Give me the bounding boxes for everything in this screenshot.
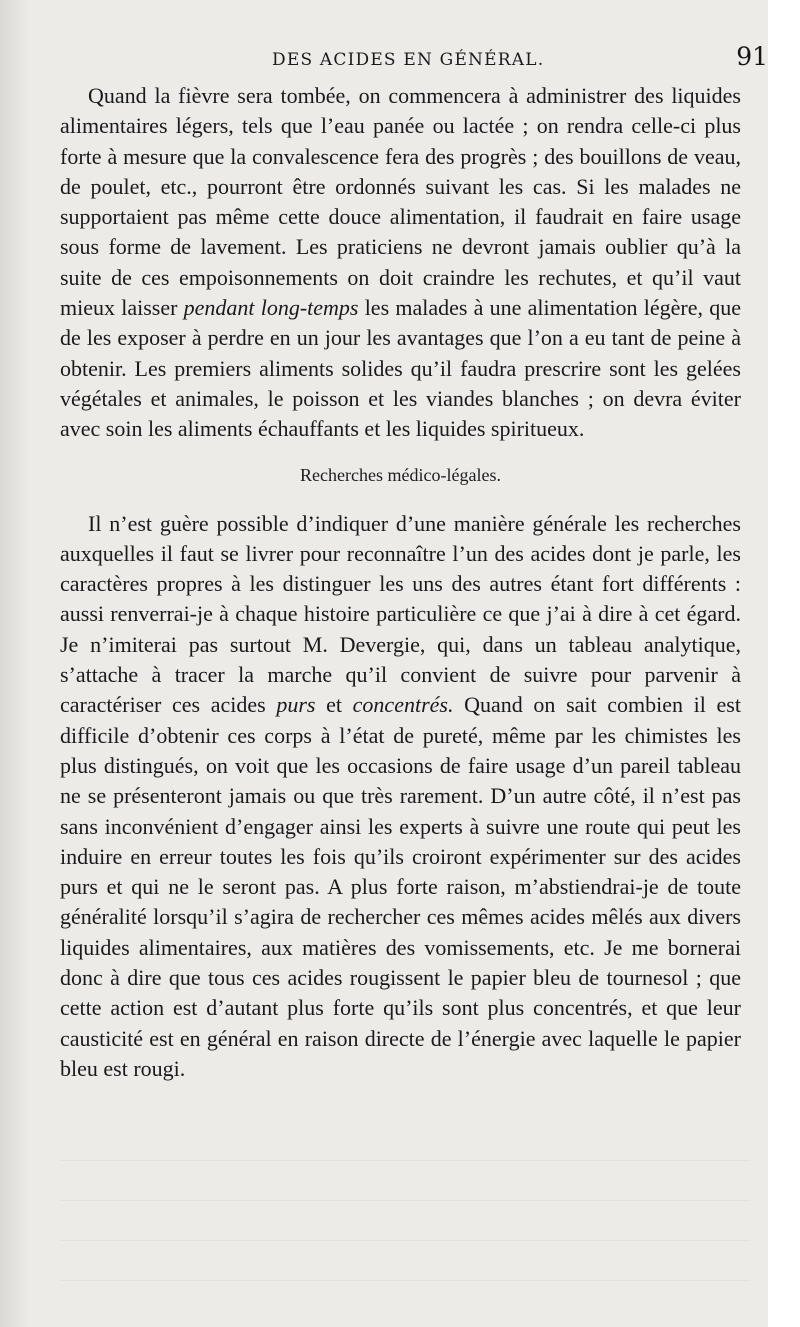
paragraph-text: les malades à une alimentation légère, que de les exposer à perdre en un jour les avantages que l’on a eu tant de peine à obtenir. Les premiers aliments solides qu’il faudra prescrire sont les gelées végétales et animales, le poisson et les viandes blanches ; on devra éviter avec soin les aliments échauffants et les liquides spiritueux. (60, 295, 741, 442)
paragraph-text: Quand on sait combien il est difficile d’obtenir ces corps à l’état de pureté, même par les chimistes les plus distingués, on voit que les occasions de faire usage d’un pareil tableau ne se présenteront jamais ou que très rarement. D’un autre côté, il n’est pas sans inconvénient d’engager ainsi les experts à suivre une route qui peut les induire en erreur toutes les fois qu’ils croiront expérimenter sur des acides purs et qui ne le seront pas. A plus forte raison, m’abstiendrai-je de toute généralité lorsqu’il s’agira de rechercher ces mêmes acides mêlés aux divers liquides alimentaires, aux matières des vomissements, etc. Je me bornerai donc à dire que tous ces acides rougissent le papier bleu de tournesol ; que cette action est d’autant plus forte qu’ils sont plus concentrés, et que leur causticité est en général en raison directe de l’énergie avec laquelle le papier bleu est rougi. (60, 692, 741, 1081)
paragraph-text: et (315, 692, 353, 718)
show-through-line (60, 1280, 750, 1281)
paragraph-text: Quand la fièvre sera tombée, on commencera à administrer des liquides alimentaires légers, tels que l’eau panée ou lactée ; on rendra celle-ci plus forte à mesure que la convalescence fera des progrès ; des bouillons de veau, de poulet, etc., pourront être ordonnés suivant les cas. Si les malades ne supportaient pas même cette douce alimentation, il faudrait en faire usage sous forme de lavement. Les praticiens ne devront jamais oublier qu’à la suite de ces empoisonnements on doit craindre les rechutes, et qu’il vaut mieux laisser (60, 83, 741, 321)
section-heading: Recherches médico-légales. (300, 464, 501, 485)
show-through-line (60, 1160, 750, 1161)
show-through-line (60, 1240, 750, 1241)
italic-phrase: pendant long-temps (183, 295, 359, 321)
italic-word: concentrés. (352, 692, 454, 718)
page-number: 91 (736, 42, 768, 71)
body-text (60, 81, 741, 1084)
running-header (60, 42, 768, 76)
paragraph-medico-legal (60, 509, 741, 1085)
gutter-shadow (0, 0, 30, 1327)
paragraph-treatment (60, 81, 741, 445)
italic-word: purs (276, 692, 316, 718)
running-title: DES ACIDES EN GÉNÉRAL. (272, 50, 545, 70)
show-through-line (60, 1200, 750, 1201)
page-edge (768, 0, 800, 1327)
paragraph-text: Il n’est guère possible d’indiquer d’une manière générale les recherches auxquelles il faut se livrer pour reconnaître l’un des acides dont je parle, les caractères propres à les distinguer les uns des autres étant fort différents : aussi renverrai-je à chaque histoire particulière ce que j’ai à dire à cet égard. Je n’imiterai pas surtout M. Devergie, qui, dans un tableau analytique, s’attache à tracer la marche qu’il convient de suivre pour parvenir à caractériser ces acides (60, 510, 741, 718)
